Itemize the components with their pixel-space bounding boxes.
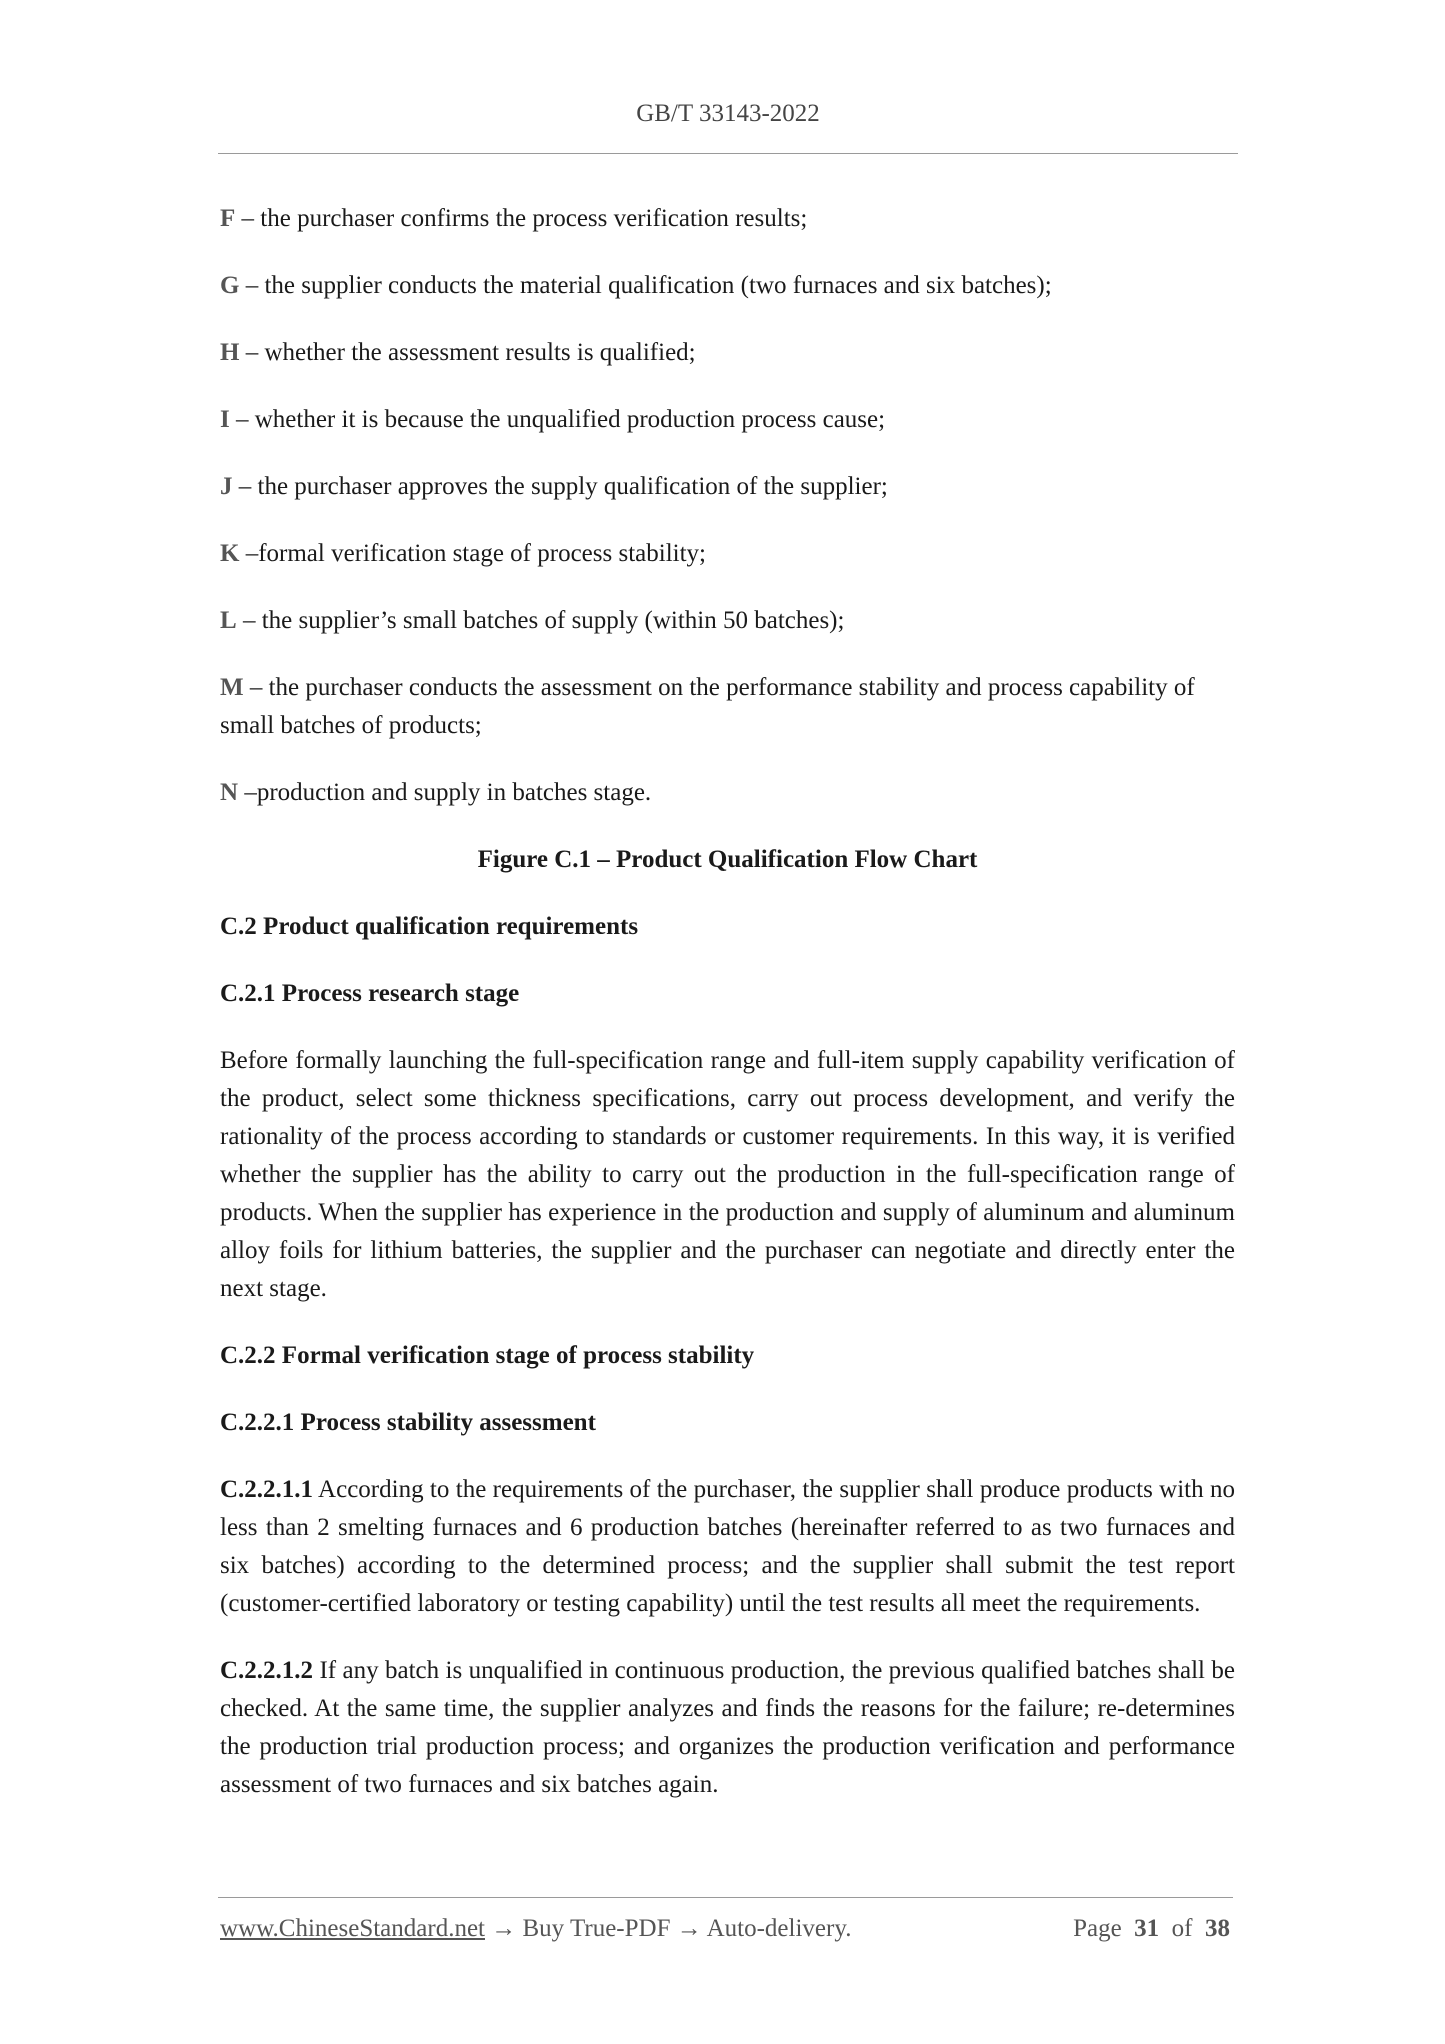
section-heading-c22: C.2.2 Formal verification stage of process stability [220, 1342, 755, 1369]
paragraph-c2211 [220, 1471, 1235, 1623]
doc-header: GB/T 33143-2022 [636, 100, 820, 127]
section-heading-c2: C.2 Product qualification requirements [220, 913, 639, 940]
header-divider [218, 153, 1238, 154]
legend-item-g [220, 267, 1235, 305]
page-indicator [1073, 1915, 1230, 1943]
legend-text: –formal verification stage of process stability; [239, 540, 706, 567]
paragraph-c2212 [220, 1652, 1235, 1804]
page-label: Page [1073, 1915, 1122, 1942]
legend-item-m [220, 669, 1235, 745]
footer-tagline: → Buy True-PDF → Auto-delivery. [485, 1915, 852, 1942]
legend-item-n [220, 774, 1235, 812]
clause-number: C.2.2.1.1 [220, 1476, 314, 1503]
legend-letter: L [220, 607, 237, 634]
clause-text: According to the requirements of the purchaser, the supplier shall produce products with no less than 2 smelting furnaces and 6 production batches (hereinafter referred to as two furnaces and six batches) according to the determined process; and the supplier shall submit the test report (customer-certified laboratory or testing capability) until the test results all meet the requirements. [220, 1476, 1235, 1617]
page-total: 38 [1205, 1915, 1230, 1942]
legend-text: – the supplier conducts the material qualification (two furnaces and six batches); [239, 272, 1052, 299]
legend-text: – whether it is because the unqualified production process cause; [229, 406, 886, 433]
legend-item-i [220, 401, 1235, 439]
section-heading-c221: C.2.2.1 Process stability assessment [220, 1409, 596, 1436]
page-of-label: of [1171, 1915, 1193, 1942]
legend-item-k [220, 535, 1235, 573]
legend-letter: K [220, 540, 240, 567]
footer-promo [220, 1915, 851, 1943]
legend-letter: F [220, 205, 236, 232]
legend-item-l [220, 602, 1235, 640]
legend-text: – the supplier’s small batches of supply (within 50 batches); [236, 607, 845, 634]
clause-number: C.2.2.1.2 [220, 1657, 314, 1684]
legend-text: –production and supply in batches stage. [238, 779, 652, 806]
legend-text: – whether the assessment results is qualified; [239, 339, 696, 366]
legend-item-j [220, 468, 1235, 506]
legend-item-h [220, 334, 1235, 372]
legend-letter: J [220, 473, 233, 500]
legend-letter: H [220, 339, 240, 366]
legend-letter: M [220, 674, 244, 701]
legend-letter: G [220, 272, 240, 299]
legend-item-f [220, 200, 1235, 238]
paragraph-c21: Before formally launching the full-specification range and full-item supply capability verification of the product, select some thickness specifications, carry out process development, and verify the rationality of the process according to standards or customer requirements. In this way, it is verified whether the supplier has the ability to carry out the production in the full-specification range of products. When the supplier has experience in the production and supply of aluminum and aluminum alloy foils for lithium batteries, the supplier and the purchaser can negotiate and directly enter the next stage. [220, 1047, 1235, 1302]
page-footer [220, 1915, 1230, 1955]
legend-text: – the purchaser approves the supply qualification of the supplier; [232, 473, 888, 500]
section-heading-c21: C.2.1 Process research stage [220, 980, 520, 1007]
legend-text: – the purchaser confirms the process verification results; [235, 205, 808, 232]
website-link[interactable]: www.ChineseStandard.net [220, 1915, 485, 1942]
figure-caption: Figure C.1 – Product Qualification Flow Chart [477, 846, 978, 873]
legend-letter: N [220, 779, 239, 806]
footer-divider [218, 1897, 1233, 1898]
page-current: 31 [1134, 1915, 1160, 1942]
clause-text: If any batch is unqualified in continuous production, the previous qualified batches shall be checked. At the same time, the supplier analyzes and finds the reasons for the failure; re-determines the production trial production process; and organizes the production verification and performance assessment of two furnaces and six batches again. [220, 1657, 1235, 1798]
legend-letter: I [220, 406, 230, 433]
page-content [220, 200, 1235, 1833]
legend-text: – the purchaser conducts the assessment on the performance stability and process capability of small batches of products; [220, 674, 1195, 739]
